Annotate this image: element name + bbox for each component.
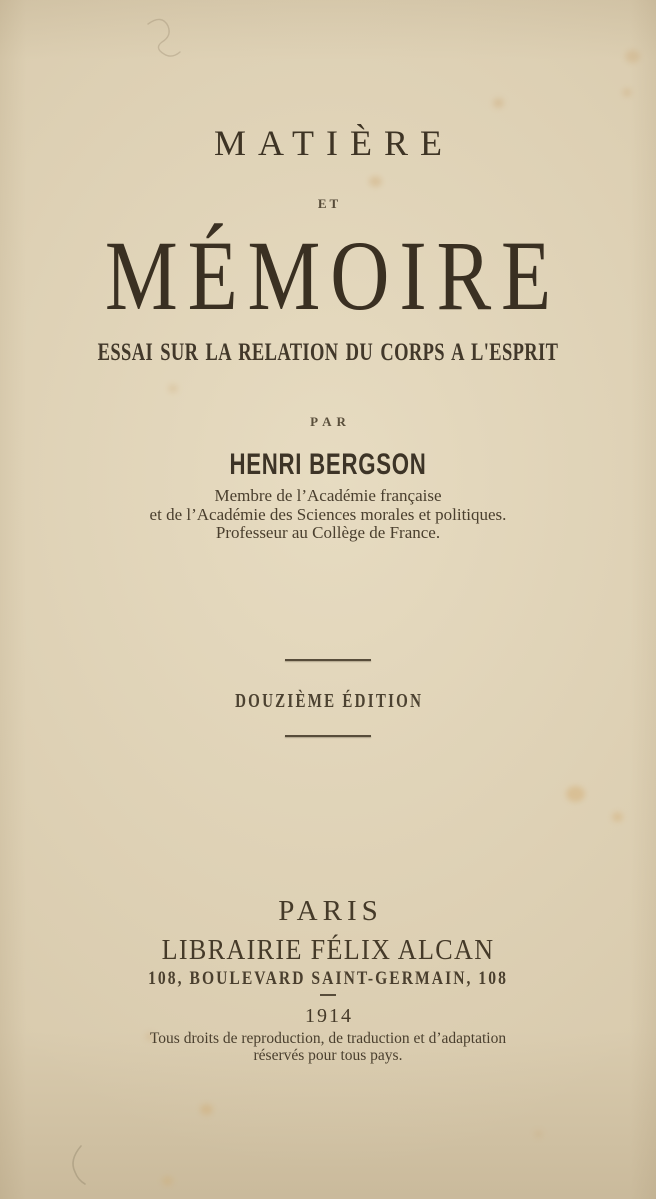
divider-rule-bottom [285, 735, 371, 737]
foxing-stain [493, 98, 504, 108]
author-credential: Membre de l’Académie française [214, 486, 442, 505]
edition-label: DOUZIÈME ÉDITION [235, 690, 424, 712]
imprint-rights-line2: réservés pour tous pays. [253, 1047, 403, 1064]
imprint-address: 108, BOULEVARD SAINT-GERMAIN, 108 [148, 968, 508, 989]
foxing-stain [612, 812, 623, 822]
imprint-dash-rule [320, 994, 336, 996]
title-word-memoire: MÉMOIRE [104, 220, 561, 331]
foxing-stain [200, 1104, 213, 1115]
foxing-stain [534, 1130, 543, 1138]
imprint-rights-line1: Tous droits de reproduction, de traduction et d’adaptation [149, 1030, 507, 1047]
imprint-city: PARIS [278, 895, 383, 927]
title-word-et: ET [317, 196, 342, 211]
foxing-stain [162, 1176, 173, 1186]
author-credentials [0, 487, 656, 543]
author-credential: Professeur au Collège de France. [215, 523, 441, 542]
subtitle: ESSAI SUR LA RELATION DU CORPS A L'ESPRIT [97, 339, 559, 366]
byline-par: PAR [310, 414, 351, 429]
imprint-publisher: LIBRAIRIE FÉLIX ALCAN [161, 934, 495, 966]
imprint-year: 1914 [305, 1005, 353, 1027]
foxing-stain [566, 786, 585, 802]
foxing-stain [622, 88, 632, 97]
foxing-stain [369, 176, 382, 187]
foxing-stain [168, 384, 178, 393]
author-name: HENRI BERGSON [229, 448, 427, 481]
title-word-matiere: MATIÈRE [214, 123, 454, 163]
divider-rule-top [285, 659, 371, 661]
author-credential: et de l’Académie des Sciences morales et politiques. [149, 504, 507, 524]
pencil-mark-bottom [55, 1140, 105, 1195]
pencil-mark-top [130, 10, 210, 70]
foxing-stain [625, 50, 640, 63]
